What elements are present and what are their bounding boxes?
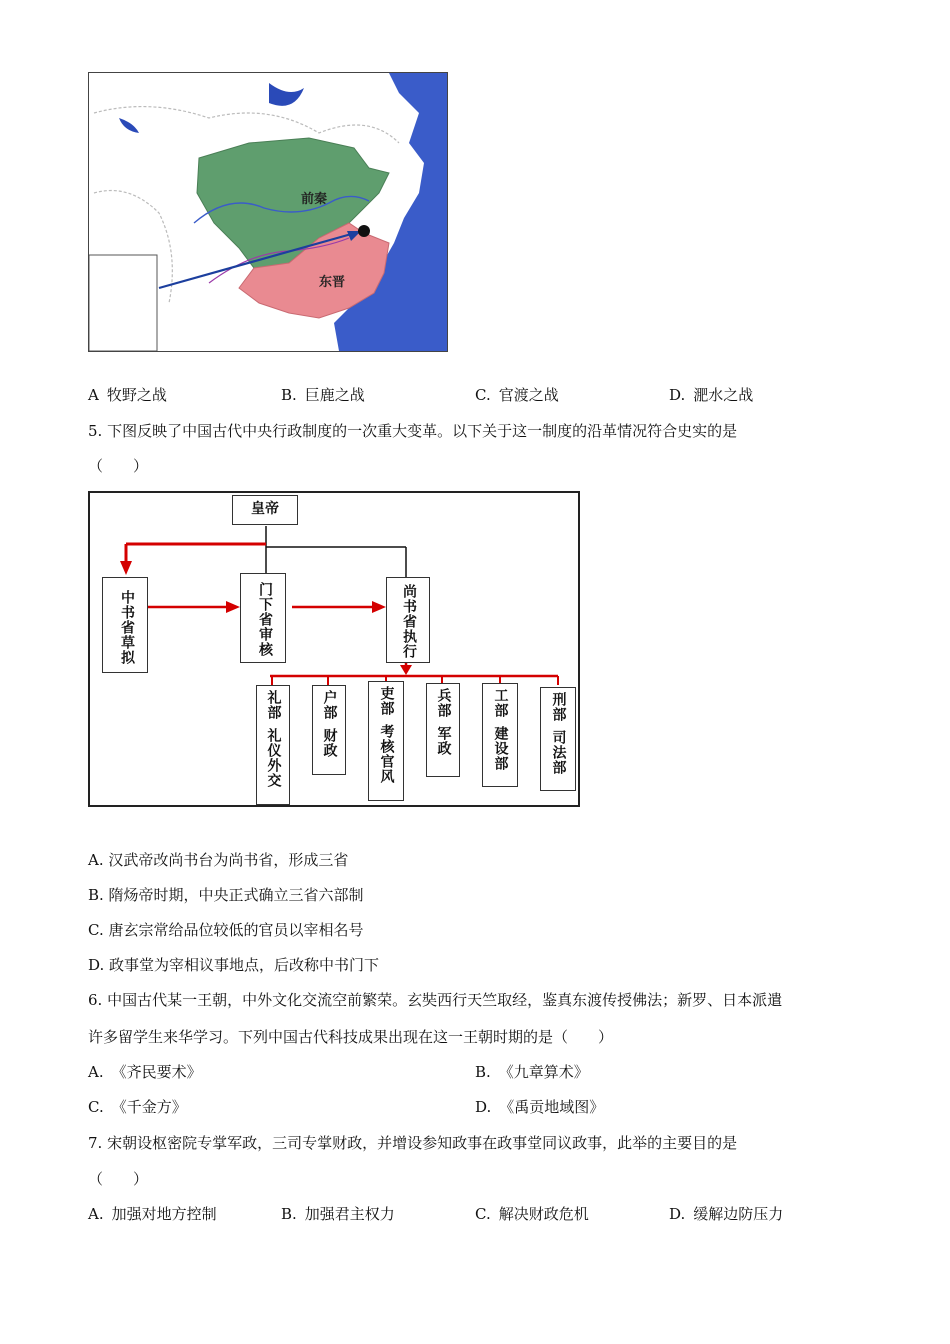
dept-hu-name: 户部 (321, 690, 338, 720)
q6-option-a: A. 《齐民要术》 (88, 1063, 202, 1081)
emperor-box: 皇帝 (232, 495, 298, 525)
dept-hu-duty: 财政 (321, 728, 338, 758)
map-label-qianqin: 前秦 (301, 192, 328, 207)
q6-stem-line2: 许多留学生来华学习。下列中国古代科技成果出现在这一王朝时期的是（ ） (88, 1028, 614, 1046)
three-departments-six-ministries-chart (88, 491, 580, 807)
q6-option-d: D. 《禹贡地域图》 (475, 1098, 605, 1116)
dept-gong-box (482, 683, 518, 787)
map-figure (88, 72, 448, 352)
dept-libu-name: 吏部 (378, 686, 395, 716)
q5-stem-line2: （ ） (88, 457, 149, 475)
dept-xing-box (540, 687, 576, 791)
dept-bing-name: 兵部 (435, 688, 452, 718)
dept-xing-name: 刑部 (550, 692, 567, 722)
q7-stem-line1: 7. 宋朝设枢密院专掌军政，三司专掌财政，并增设参知政事在政事堂同议政事，此举的主要目的是 (88, 1134, 738, 1152)
q5-option-b: B. 隋炀帝时期，中央正式确立三省六部制 (88, 886, 364, 904)
dept-li-box (256, 685, 290, 805)
q7-option-a: A. 加强对地方控制 (88, 1205, 217, 1223)
q4-option-a: A 牧野之战 (88, 386, 167, 404)
dept-bing-duty: 军政 (435, 726, 452, 756)
dept-gong-name: 工部 (492, 688, 509, 718)
map-label-dongjin: 东晋 (319, 275, 346, 290)
q5-option-c: C. 唐玄宗常给品位较低的官员以宰相名号 (88, 921, 364, 939)
q5-stem-line1: 5. 下图反映了中国古代中央行政制度的一次重大变革。以下关于这一制度的沿革情况符合史实的是 (88, 422, 738, 440)
q5-option-a: A. 汉武帝改尚书台为尚书省，形成三省 (88, 851, 349, 869)
q5-option-d: D. 政事堂为宰相议事地点，后改称中书门下 (88, 956, 380, 974)
q6-option-c: C. 《千金方》 (88, 1098, 187, 1116)
q7-option-b: B. 加强君主权力 (281, 1205, 395, 1223)
dept-gong-duty: 建设部 (492, 726, 509, 771)
q4-option-b: B. 巨鹿之战 (281, 386, 365, 404)
q4-option-c: C. 官渡之战 (475, 386, 559, 404)
q6-stem-line1: 6. 中国古代某一王朝，中外文化交流空前繁荣。玄奘西行天竺取经，鉴真东渡传授佛法；新罗、日本派遣 (88, 991, 783, 1009)
dept-bing-box (426, 683, 460, 777)
historical-map (89, 73, 447, 351)
dept-li-duty: 礼仪外交 (265, 728, 282, 788)
dept-xing-duty: 司法部 (550, 730, 567, 775)
q7-option-c: C. 解决财政危机 (475, 1205, 589, 1223)
dept-li-name: 礼部 (265, 690, 282, 720)
dept-libu-box (368, 681, 404, 801)
shangshu-box: 尚书省执行 (386, 577, 430, 663)
menxia-box: 门下省审核 (240, 573, 286, 663)
zhongshu-box: 中书省草拟 (102, 577, 148, 673)
dept-hu-box (312, 685, 346, 775)
dept-libu-duty: 考核官风 (378, 724, 395, 784)
q6-option-b: B. 《九章算术》 (475, 1063, 589, 1081)
q7-stem-line2: （ ） (88, 1170, 149, 1188)
q4-option-d: D. 淝水之战 (669, 386, 754, 404)
q7-option-d: D. 缓解边防压力 (669, 1205, 784, 1223)
